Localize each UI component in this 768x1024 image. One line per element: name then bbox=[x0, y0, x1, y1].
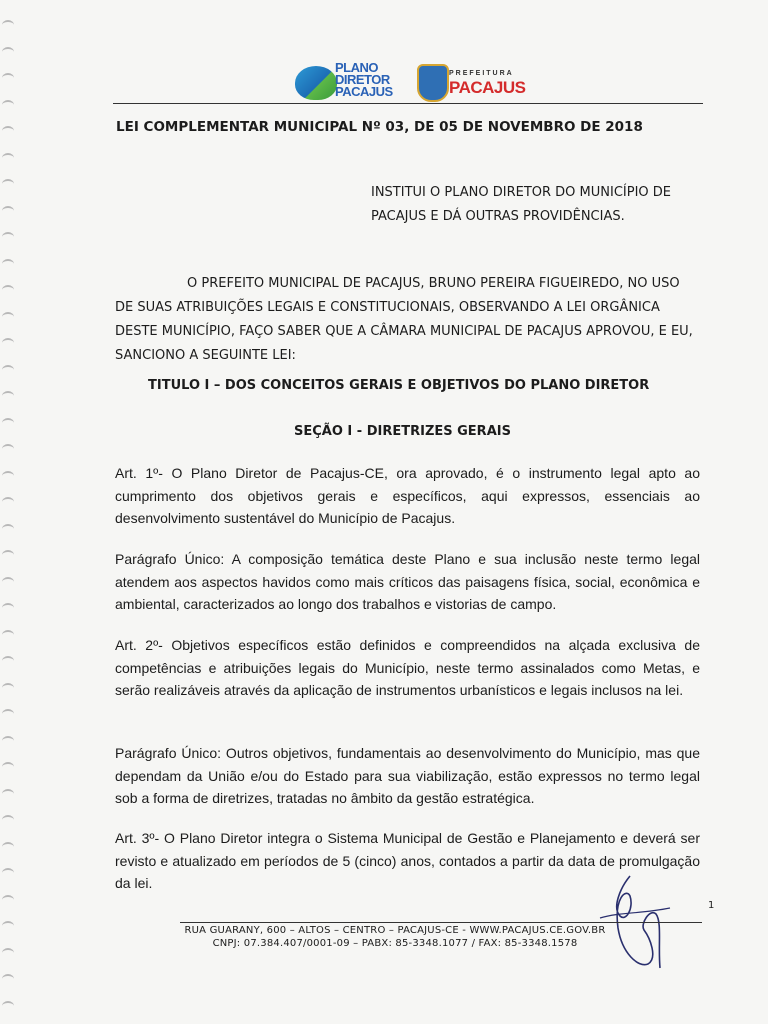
binding-mark bbox=[2, 20, 14, 30]
page-number: 1 bbox=[708, 900, 715, 911]
binding-mark bbox=[2, 100, 14, 110]
drop-emblem-icon bbox=[295, 66, 337, 100]
article-2-paragraph: Parágrafo Único: Outros objetivos, fundamentais ao desenvolvimento do Município, mas que dependam da União e/ou do Estado para sua viabilização, estão expressos no termo legal sob a forma de diretrizes, tratadas no âmbito da gestão estratégica. bbox=[115, 745, 700, 806]
article-3: Art. 3º- O Plano Diretor integra o Sistema Municipal de Gestão e Planejamento e deverá ser revisto e atualizado em períodos de 5 (cinco) anos, contados a partir da data de promulgação da lei. bbox=[115, 830, 700, 891]
binding-mark bbox=[2, 974, 14, 984]
preamble bbox=[115, 272, 700, 368]
footer bbox=[150, 925, 640, 950]
header-logos bbox=[295, 62, 535, 102]
binding-mark bbox=[2, 232, 14, 242]
footer-address: RUA GUARANY, 600 – ALTOS – CENTRO – PACAJUS-CE - WWW.PACAJUS.CE.GOV.BR bbox=[184, 925, 606, 936]
handwritten-signature bbox=[590, 868, 680, 978]
article-1-paragraph: Parágrafo Único: A composição temática deste Plano e sua inclusão neste termo legal atendem aos aspectos havidos como mais críticos das paisagens física, social, econômica e ambiental, caracterizados ao longo dos trabalhos e vistorias de campo. bbox=[115, 551, 700, 612]
binding-mark bbox=[2, 630, 14, 640]
binding-mark bbox=[2, 1001, 14, 1011]
binding-mark bbox=[2, 603, 14, 613]
footer-contact: CNPJ: 07.384.407/0001-09 – PABX: 85-3348.1077 / FAX: 85-3348.1578 bbox=[212, 937, 578, 949]
prefeitura-label: PREFEITURA bbox=[449, 70, 514, 77]
binding-mark bbox=[2, 391, 14, 401]
binding-mark bbox=[2, 497, 14, 507]
footer-divider bbox=[180, 922, 702, 923]
binding-mark bbox=[2, 842, 14, 852]
article-1: Art. 1º- O Plano Diretor de Pacajus-CE, ora aprovado, é o instrumento legal apto ao cumprimento dos objetivos gerais e específicos, aqui expressos, essenciais ao desenvolvimento sustentável do Município de Pacajus. bbox=[115, 465, 700, 526]
plano-diretor-logo bbox=[295, 62, 435, 102]
preamble-text: O PREFEITO MUNICIPAL DE PACAJUS, BRUNO PEREIRA FIGUEIREDO, NO USO DE SUAS ATRIBUIÇÕES LEGAIS E CONSTITUCIONAIS, OBSERVANDO A LEI ORGÂNICA DESTE MUNICÍPIO, FAÇO SABER QUE A CÂMARA MUNICIPAL DE PACAJUS APROVOU, E EU, SANCIONO A SEGUINTE LEI: bbox=[115, 276, 693, 363]
binding-mark bbox=[2, 868, 14, 878]
binding-mark bbox=[2, 524, 14, 534]
header-divider bbox=[113, 103, 703, 104]
binding-mark bbox=[2, 709, 14, 719]
binding-mark bbox=[2, 444, 14, 454]
binding-mark bbox=[2, 921, 14, 931]
binding-mark bbox=[2, 736, 14, 746]
city-name-logo: PACAJUS bbox=[449, 78, 526, 97]
binding-mark bbox=[2, 550, 14, 560]
binding-mark bbox=[2, 471, 14, 481]
city-crest-icon bbox=[417, 64, 449, 102]
prefeitura-logo bbox=[417, 64, 537, 102]
binding-mark bbox=[2, 789, 14, 799]
binding-mark bbox=[2, 577, 14, 587]
binding-mark bbox=[2, 73, 14, 83]
binding-mark bbox=[2, 126, 14, 136]
binding-mark bbox=[2, 153, 14, 163]
binding-mark bbox=[2, 815, 14, 825]
article-2: Art. 2º- Objetivos específicos estão definidos e compreendidos na alçada exclusiva de competências e atribuições legais do Município, neste termo assinalados como Metas, e serão realizáveis através da aplicação de instrumentos urbanísticos e legais inclusos na lei. bbox=[115, 637, 700, 698]
binding-mark bbox=[2, 762, 14, 772]
binding-mark bbox=[2, 948, 14, 958]
law-ementa: INSTITUI O PLANO DIRETOR DO MUNICÍPIO DE PACAJUS E DÁ OUTRAS PROVIDÊNCIAS. bbox=[371, 185, 672, 224]
binding-mark bbox=[2, 365, 14, 375]
binding-mark bbox=[2, 285, 14, 295]
binding-mark bbox=[2, 47, 14, 57]
section-heading: SEÇÃO I - DIRETRIZES GERAIS bbox=[294, 424, 511, 439]
binding-mark bbox=[2, 338, 14, 348]
binding-mark bbox=[2, 656, 14, 666]
law-title: LEI COMPLEMENTAR MUNICIPAL Nº 03, DE 05 DE NOVEMBRO DE 2018 bbox=[116, 119, 643, 135]
binding-mark bbox=[2, 418, 14, 428]
binding-mark bbox=[2, 312, 14, 322]
binding-mark bbox=[2, 206, 14, 216]
plano-diretor-logo-text: PLANO DIRETOR PACAJUS bbox=[335, 60, 393, 99]
binding-mark bbox=[2, 179, 14, 189]
binding-mark bbox=[2, 259, 14, 269]
binding-holes bbox=[0, 20, 22, 1020]
binding-mark bbox=[2, 683, 14, 693]
title-heading: TITULO I – DOS CONCEITOS GERAIS E OBJETIVOS DO PLANO DIRETOR bbox=[148, 378, 650, 393]
binding-mark bbox=[2, 895, 14, 905]
